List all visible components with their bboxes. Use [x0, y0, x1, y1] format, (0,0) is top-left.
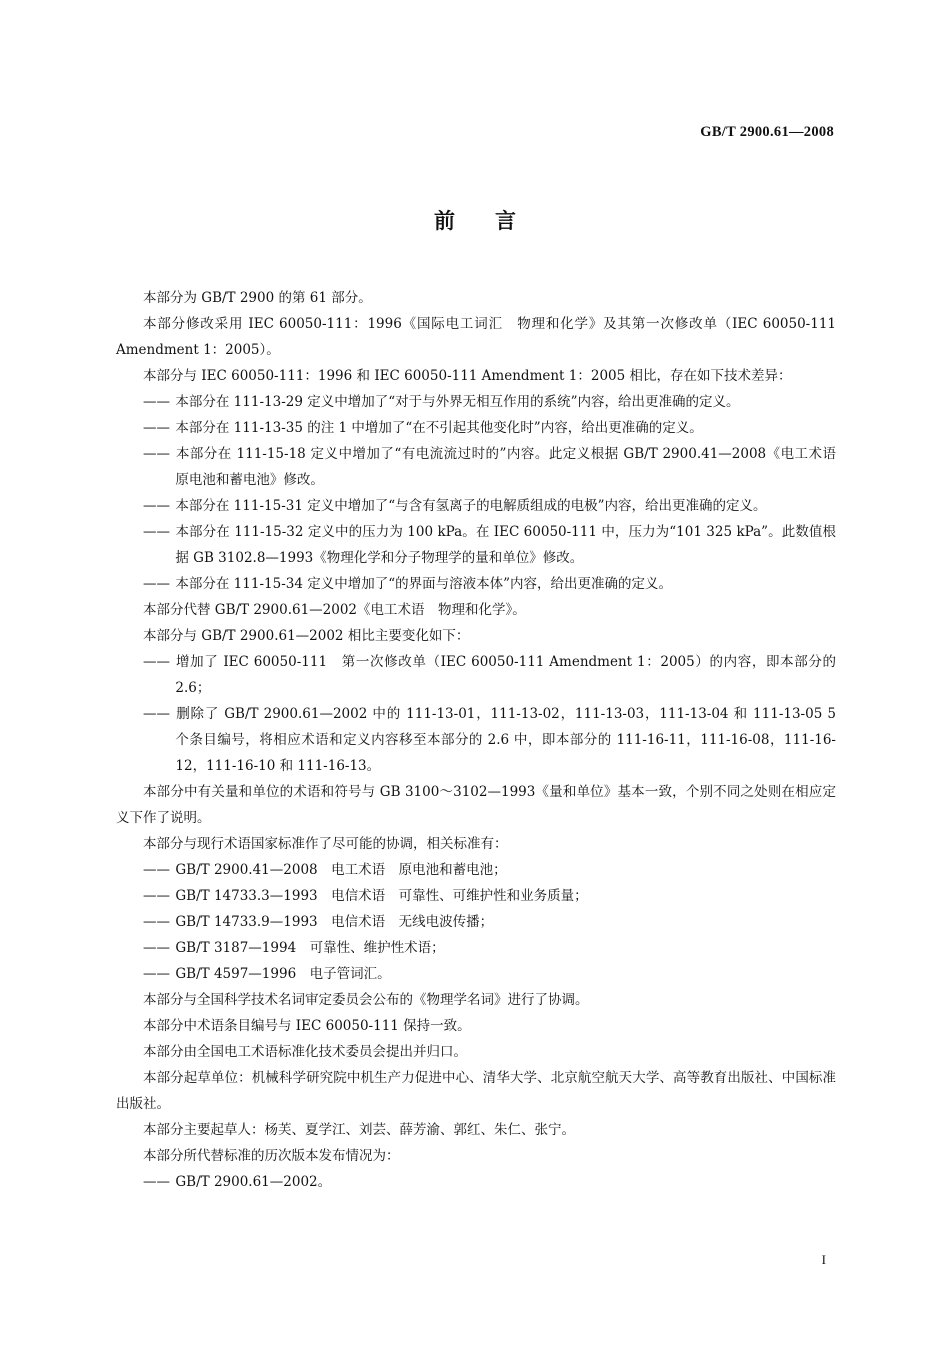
paragraph: 本部分为 GB/T 2900 的第 61 部分。 [143, 290, 372, 306]
paragraph: 本部分由全国电工术语标准化技术委员会提出并归口。 [143, 1044, 467, 1060]
page-number: I [821, 1252, 826, 1267]
list-item [143, 389, 836, 415]
standard-number-header: GB/T 2900.61—2008 [700, 124, 834, 140]
list-item-text: 本部分在 111-15-34 定义中增加了“的界面与溶液本体”内容，给出更准确的定义。 [175, 576, 673, 592]
list-dash: —— [143, 888, 170, 904]
list-item-text: GB/T 4597—1996 电子管词汇。 [175, 966, 391, 982]
list-item-text: 增加了 IEC 60050-111 第一次修改单（IEC 60050-111 Amendment 1：2005）的内容，即本部分的 2.6； [175, 654, 836, 696]
list-item [143, 519, 836, 571]
list-dash: —— [143, 1174, 170, 1190]
page-title: 前言 [434, 209, 556, 233]
list-item [143, 857, 836, 883]
list-item-text: GB/T 14733.3—1993 电信术语 可靠性、可维护性和业务质量； [175, 888, 588, 904]
list-dash: —— [143, 940, 170, 956]
list-item-text: 本部分在 111-13-35 的注 1 中增加了“在不引起其他变化时”内容，给出更准确的定义。 [175, 420, 703, 436]
list-dash: —— [143, 446, 170, 462]
list-item-text: 本部分在 111-13-29 定义中增加了“对于与外界无相互作用的系统”内容，给出更准确的定义。 [175, 394, 740, 410]
paragraph: 本部分与 GB/T 2900.61—2002 相比主要变化如下： [143, 628, 470, 644]
list-item-text: 本部分在 111-15-31 定义中增加了“与含有氢离子的电解质组成的电极”内容，给出更准确的定义。 [175, 498, 767, 514]
list-dash: —— [143, 576, 170, 592]
list-item [143, 961, 836, 987]
list-item-text: GB/T 2900.61—2002。 [175, 1174, 332, 1190]
list-dash: —— [143, 862, 170, 878]
list-item [143, 935, 836, 961]
list-item [143, 883, 836, 909]
list-item [143, 571, 836, 597]
list-dash: —— [143, 394, 170, 410]
list-dash: —— [143, 498, 170, 514]
list-item-text: GB/T 3187—1994 可靠性、维护性术语； [175, 940, 445, 956]
list-item [143, 1169, 836, 1195]
paragraph: 本部分与现行术语国家标准作了尽可能的协调，相关标准有： [143, 836, 508, 852]
list-dash: —— [143, 420, 170, 436]
paragraph: 本部分中术语条目编号与 IEC 60050-111 保持一致。 [143, 1018, 471, 1034]
list-item [143, 909, 836, 935]
paragraph: 本部分起草单位：机械科学研究院中机生产力促进中心、清华大学、北京航空航天大学、高等教育出版社、中国标准出版社。 [116, 1070, 836, 1112]
paragraph: 本部分所代替标准的历次版本发布情况为： [143, 1148, 400, 1164]
list-dash: —— [143, 706, 170, 722]
list-item [143, 493, 836, 519]
list-item-text: GB/T 14733.9—1993 电信术语 无线电波传播； [175, 914, 494, 930]
paragraph: 本部分与 IEC 60050-111：1996 和 IEC 60050-111 Amendment 1：2005 相比，存在如下技术差异： [143, 368, 792, 384]
paragraph: 本部分与全国科学技术名词审定委员会公布的《物理学名词》进行了协调。 [143, 992, 589, 1008]
list-item [143, 649, 836, 701]
list-dash: —— [143, 524, 170, 540]
list-item [143, 701, 836, 779]
paragraph: 本部分主要起草人：杨芙、夏学江、刘芸、薛芳渝、郭红、朱仁、张宁。 [143, 1122, 575, 1138]
paragraph: 本部分修改采用 IEC 60050-111：1996《国际电工词汇 物理和化学》及其第一次修改单（IEC 60050-111 Amendment 1：2005）。 [116, 316, 836, 358]
foreword-body [116, 285, 850, 1195]
paragraph: 本部分中有关量和单位的术语和符号与 GB 3100～3102—1993《量和单位》基本一致，个别不同之处则在相应定义下作了说明。 [116, 784, 836, 826]
list-dash: —— [143, 914, 170, 930]
list-item-text: 删除了 GB/T 2900.61—2002 中的 111-13-01，111-13-02，111-13-03，111-13-04 和 111-13-05 5 个条目编号，将相应术语和定义内容移至本部分的 2.6 中，即本部分的 111-16-11，111-16-08，111-16-12，111-16-10 和 111-16-13。 [175, 706, 836, 774]
list-item [143, 441, 850, 493]
list-dash: —— [143, 654, 170, 670]
list-item-text: GB/T 2900.41—2008 电工术语 原电池和蓄电池； [175, 862, 507, 878]
list-dash: —— [143, 966, 170, 982]
list-item-text: 本部分在 111-15-18 定义中增加了“有电流流过时的”内容。此定义根据 GB/T 2900.41—2008《电工术语 原电池和蓄电池》修改。 [175, 446, 850, 488]
list-item [143, 415, 836, 441]
list-item-text: 本部分在 111-15-32 定义中的压力为 100 kPa。在 IEC 60050-111 中，压力为“101 325 kPa”。此数值根据 GB 3102.8—1993《物理化学和分子物理学的量和单位》修改。 [175, 524, 836, 566]
paragraph: 本部分代替 GB/T 2900.61—2002《电工术语 物理和化学》。 [143, 602, 526, 618]
